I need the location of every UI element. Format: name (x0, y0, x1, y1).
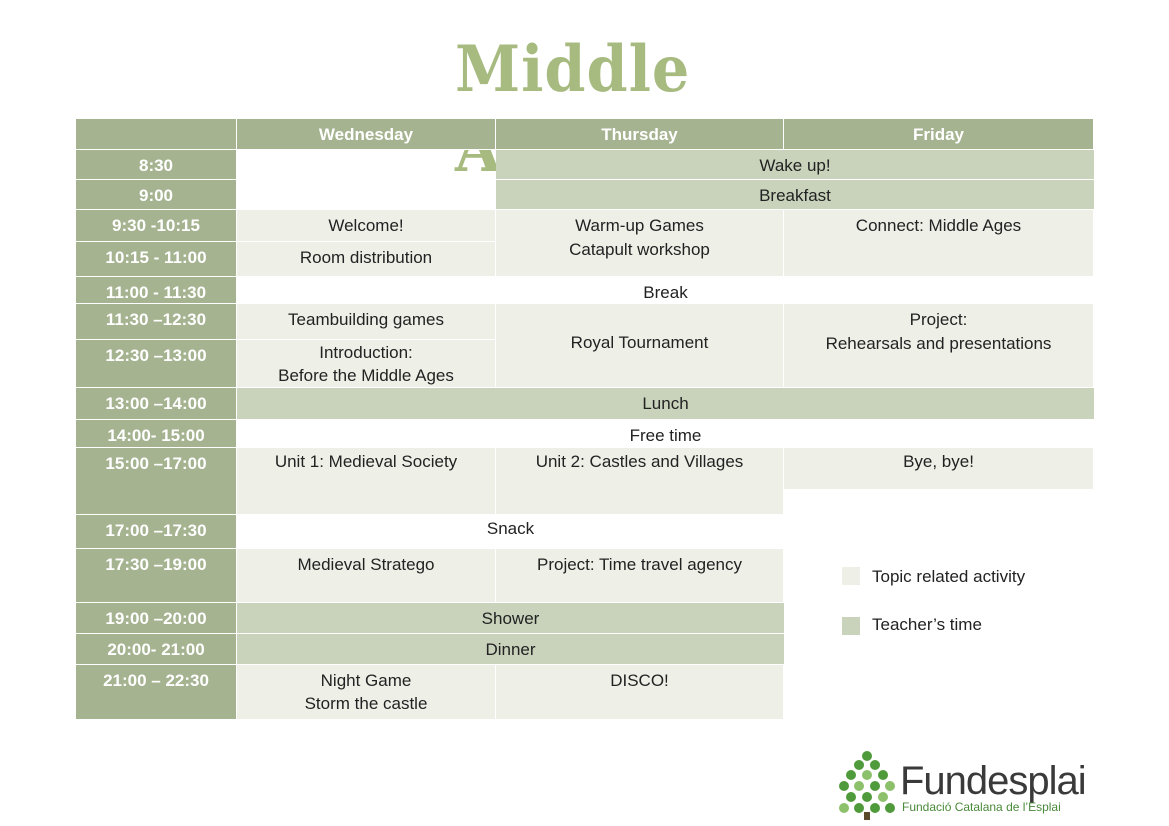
activity-night-game-line2: Storm the castle (304, 694, 428, 713)
header-wednesday: Wednesday (237, 119, 496, 150)
activity-wake-up: Wake up! (496, 150, 1094, 180)
activity-project-line1: Project: (909, 310, 968, 329)
activity-room: Room distribution (237, 242, 496, 277)
activity-introduction (237, 340, 496, 388)
activity-introduction-line2: Before the Middle Ages (278, 366, 454, 385)
tree-logo-icon (836, 748, 898, 820)
activity-disco: DISCO! (496, 665, 784, 720)
activity-night-game-line1: Night Game (320, 671, 412, 690)
activity-bye: Bye, bye! (784, 448, 1094, 490)
time-slot: 13:00 –14:00 (76, 388, 237, 420)
activity-royal: Royal Tournament (496, 304, 784, 388)
activity-dinner: Dinner (237, 634, 784, 665)
time-slot: 17:30 –19:00 (76, 549, 237, 603)
activity-time-travel: Project: Time travel agency (496, 549, 784, 603)
activity-unit1: Unit 1: Medieval Society (237, 448, 496, 515)
time-slot: 8:30 (76, 150, 237, 180)
header-friday: Friday (784, 119, 1094, 150)
time-slot: 11:30 –12:30 (76, 304, 237, 340)
header-corner (76, 119, 237, 150)
activity-warmup-line2: Catapult workshop (569, 240, 710, 259)
activity-warmup (496, 210, 784, 277)
activity-unit2: Unit 2: Castles and Villages (496, 448, 784, 515)
activity-free-time: Free time (237, 420, 1094, 448)
time-slot: 17:00 –17:30 (76, 515, 237, 549)
activity-break: Break (237, 277, 1094, 304)
page-title: Middle (455, 32, 691, 107)
activity-breakfast: Breakfast (496, 180, 1094, 210)
activity-project (784, 304, 1094, 388)
activity-welcome: Welcome! (237, 210, 496, 242)
time-slot: 11:00 - 11:30 (76, 277, 237, 304)
legend-swatch-topic (842, 567, 860, 585)
time-slot: 14:00- 15:00 (76, 420, 237, 448)
activity-teambuilding: Teambuilding games (237, 304, 496, 340)
time-slot: 9:30 -10:15 (76, 210, 237, 242)
time-slot: 20:00- 21:00 (76, 634, 237, 665)
time-slot: 10:15 - 11:00 (76, 242, 237, 277)
time-slot: 21:00 – 22:30 (76, 665, 237, 720)
header-thursday: Thursday (496, 119, 784, 150)
activity-snack: Snack (237, 515, 784, 549)
activity-stratego: Medieval Stratego (237, 549, 496, 603)
activity-shower: Shower (237, 603, 784, 634)
time-slot: 15:00 –17:00 (76, 448, 237, 515)
activity-night-game (237, 665, 496, 720)
activity-project-line2: Rehearsals and presentations (825, 334, 1052, 353)
activity-connect: Connect: Middle Ages (784, 210, 1094, 277)
activity-introduction-line1: Introduction: (319, 343, 413, 362)
logo-subtitle: Fundació Catalana de l’Esplai (902, 800, 1061, 814)
activity-warmup-line1: Warm-up Games (575, 216, 704, 235)
legend-label-teacher: Teacher’s time (872, 615, 982, 634)
logo-name: Fundesplai (900, 759, 1086, 803)
legend-swatch-teacher (842, 617, 860, 635)
time-slot: 9:00 (76, 180, 237, 210)
activity-lunch: Lunch (237, 388, 1094, 420)
time-slot: 19:00 –20:00 (76, 603, 237, 634)
legend-label-topic: Topic related activity (872, 567, 1026, 586)
time-slot: 12:30 –13:00 (76, 340, 237, 388)
